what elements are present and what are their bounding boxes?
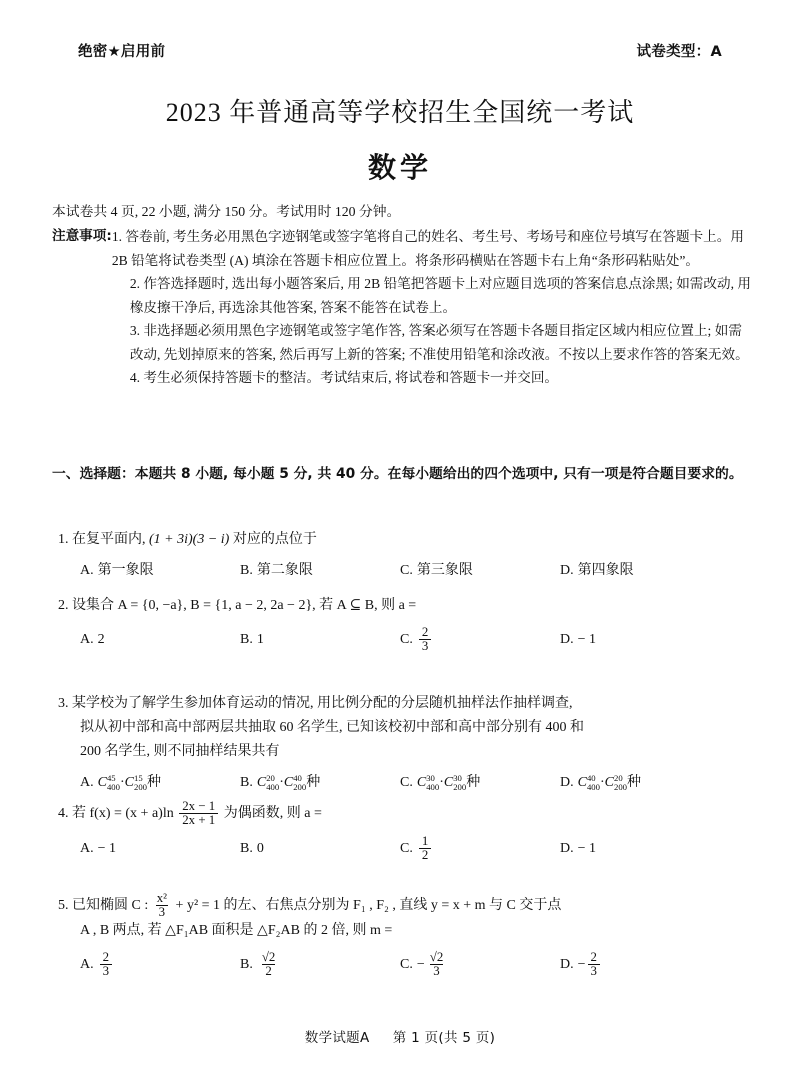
question-1-number: 1. (58, 532, 69, 547)
notice-label: 注意事项: (52, 228, 112, 244)
multiplication-dot: · (599, 775, 605, 790)
page-header (78, 40, 722, 61)
option-c-text: 第三象限 (416, 563, 473, 578)
multiplication-dot: · (439, 775, 444, 790)
question-1-text-prefix: 在复平面内, (72, 532, 146, 547)
option-a[interactable] (80, 626, 240, 653)
option-d-fraction (588, 951, 600, 978)
combination-subscript: 400 (426, 782, 440, 792)
option-a[interactable] (80, 560, 240, 582)
footer-page-label: 第 1 页(共 5 页) (392, 1030, 496, 1046)
combination-term-1: C 40 400 (577, 772, 600, 792)
question-1-expression: (1 + 3i)(3 − i) (149, 532, 230, 547)
option-c[interactable] (400, 951, 560, 978)
question-2-number: 2. (58, 598, 69, 613)
option-d-label: D. (560, 563, 574, 578)
option-a-label: A. (80, 956, 94, 972)
combination-term-2: C 40 200 (283, 772, 307, 792)
fraction-denominator: 3 (100, 964, 112, 978)
question-4-text-suffix: 为偶函数, 则 a = (223, 805, 322, 821)
fraction-numerator: x² (156, 890, 168, 905)
option-a-value: 2 (97, 631, 105, 647)
option-c-label: C. (400, 563, 413, 578)
option-d-value: − 1 (577, 840, 597, 856)
option-b-value: 1 (256, 631, 264, 647)
notice-items (112, 225, 752, 390)
question-3-line-2: 拟从初中部和高中部两层共抽取 60 名学生, 已知该校初中部和高中部分别有 400 和 (80, 720, 584, 735)
question-2-options (58, 626, 752, 653)
secrecy-notice: 绝密★启用前 (78, 44, 166, 60)
option-c-label: C. (400, 631, 413, 647)
option-b-fraction (259, 951, 279, 978)
fraction-denominator: 2 (262, 964, 274, 978)
option-b-value: 0 (256, 840, 264, 856)
fraction-numerator: √2 (429, 949, 444, 964)
notice-section (52, 225, 752, 390)
combination-term-2: C 20 200 (604, 772, 628, 792)
section-one-heading: 一、选择题：本题共 8 小题, 每小题 5 分, 共 40 分。在每小题给出的四个选项中, 只有一项是符合题目要求的。 (52, 466, 743, 482)
option-c-unit: 种 (466, 775, 481, 790)
combination-term-1: C 30 400 (416, 772, 440, 792)
option-b[interactable] (240, 835, 400, 862)
fraction-numerator: 1 (421, 833, 429, 848)
question-3-line-3: 200 名学生, 则不同抽样结果共有 (80, 744, 280, 759)
question-3-options (58, 772, 752, 794)
option-a-text: 第一象限 (97, 563, 154, 578)
combination-subscript: 200 (453, 782, 467, 792)
option-a-unit: 种 (147, 775, 162, 790)
option-b[interactable] (240, 560, 400, 582)
combination-subscript: 400 (106, 782, 120, 792)
paper-type-label: 试卷类型：A (636, 44, 722, 60)
question-2-stem (58, 594, 752, 618)
combination-superscript: 15 (134, 772, 143, 783)
option-a[interactable] (80, 951, 240, 978)
combination-subscript: 400 (266, 782, 280, 792)
fraction-denominator: 3 (588, 964, 600, 978)
paper-info-line: 本试卷共 4 页, 22 小题, 满分 150 分。考试用时 120 分钟。 (52, 204, 401, 219)
combination-subscript: 200 (293, 782, 307, 792)
option-c-fraction (419, 626, 431, 653)
fraction-numerator: 2 (590, 949, 597, 964)
question-4-stem (58, 800, 752, 827)
option-b[interactable] (240, 626, 400, 653)
option-b-label: B. (240, 775, 253, 790)
option-a[interactable] (80, 772, 240, 794)
fraction-numerator: 2 (421, 624, 429, 639)
option-d-label: D. (560, 775, 574, 790)
option-a[interactable] (80, 835, 240, 862)
fraction-denominator: 3 (430, 964, 442, 978)
combination-subscript: 200 (134, 782, 148, 792)
option-b-label: B. (240, 563, 253, 578)
combination-term-1: C 45 400 (97, 772, 120, 792)
notice-item: 1. 答卷前, 考生务必用黑色字迹钢笔或签字笔将自己的姓名、考生号、考场号和座位号填写在答题卡上。用 2B 铅笔将试卷类型 (A) 填涂在答题卡相应位置上。将条形码横贴在答题卡右上角“条形码粘贴处”。 (111, 229, 744, 268)
option-c-label: C. (400, 956, 413, 972)
combination-superscript: 20 (614, 772, 623, 783)
combination-term-2: C 30 200 (443, 772, 467, 792)
question-1-options (58, 560, 752, 582)
question-5-line-2: A , B 两点, 若 △F₁AB 面积是 △F₂AB 的 2 倍, 则 m = (80, 923, 393, 939)
fraction-numerator: √2 (261, 949, 276, 964)
multiplication-dot: · (119, 775, 125, 790)
exam-subject-title: 数学 (367, 151, 432, 184)
option-b-label: B. (240, 956, 253, 972)
notice-item: 2. 作答选择题时, 选出每小题答案后, 用 2B 铅笔把答题卡上对应题目选项的答案信息点涂黑; 如需改动, 用橡皮擦干净后, 再选涂其他答案, 答案不能答在试卷上。 (129, 276, 751, 315)
question-1-text-suffix: 对应的点位于 (232, 532, 317, 547)
fraction-denominator: 2x + 1 (179, 813, 218, 827)
question-3-number: 3. (58, 696, 69, 711)
option-d-label: D. (560, 956, 574, 972)
fraction-denominator: 3 (419, 639, 431, 653)
option-c[interactable] (400, 772, 560, 794)
option-a-fraction (100, 951, 112, 978)
option-c-label: C. (400, 840, 413, 856)
combination-term-2: C 15 200 (124, 772, 148, 792)
fraction-denominator: 2 (419, 848, 431, 862)
notice-item: 4. 考生必须保持答题卡的整洁。考试结束后, 将试卷和答题卡一并交回。 (129, 370, 559, 385)
option-a-label: A. (80, 563, 94, 578)
option-d-text: 第四象限 (577, 563, 634, 578)
option-c[interactable] (400, 835, 560, 862)
option-d[interactable] (560, 626, 720, 653)
fraction-numerator: 2x − 1 (182, 798, 216, 813)
question-2 (58, 594, 752, 653)
combination-superscript: 30 (453, 772, 462, 783)
option-d-sign: − (577, 956, 586, 972)
question-4-options (58, 835, 752, 862)
option-a-label: A. (80, 631, 94, 647)
combination-superscript: 20 (266, 772, 275, 783)
option-c[interactable] (400, 626, 560, 653)
question-1-stem (58, 528, 752, 552)
option-a-value: − 1 (97, 840, 117, 856)
exam-main-title: 2023 年普通高等学校招生全国统一考试 (165, 98, 635, 127)
option-d-value: − 1 (577, 631, 597, 647)
footer-subject-label: 数学试题A (304, 1030, 370, 1046)
option-c[interactable] (400, 560, 560, 582)
option-b-label: B. (240, 840, 253, 856)
question-3-stem (58, 692, 752, 764)
option-d[interactable] (560, 835, 720, 862)
question-5-number: 5. (58, 897, 69, 913)
question-5-stem (58, 892, 752, 943)
option-a-label: A. (80, 840, 94, 856)
option-b-unit: 种 (306, 775, 321, 790)
question-4-fraction (179, 800, 218, 827)
option-d[interactable] (560, 772, 720, 794)
multiplication-dot: · (279, 775, 284, 790)
question-2-text: 设集合 A = {0, −a}, B = {1, a − 2, 2a − 2}, 若 A ⊆ B, 则 a = (72, 598, 417, 613)
option-a-label: A. (80, 775, 94, 790)
combination-subscript: 200 (614, 782, 628, 792)
combination-superscript: 30 (426, 772, 435, 783)
notice-item: 3. 非选择题必须用黑色字迹钢笔或签字笔作答, 答案必须写在答题卡各题目指定区域内相应位置上; 如需改动, 先划掉原来的答案, 然后再写上新的答案; 不准使用铅笔和涂改液。不按以上要求作答的答案无效。 (129, 323, 749, 362)
instructions-block (52, 200, 752, 390)
combination-superscript: 40 (586, 772, 596, 783)
question-4-number: 4. (58, 805, 69, 821)
question-5-options (58, 951, 752, 978)
option-c-fraction (427, 951, 447, 978)
option-d[interactable] (560, 560, 720, 582)
option-d-label: D. (560, 840, 574, 856)
option-b-label: B. (240, 631, 253, 647)
option-c-fraction (419, 835, 431, 862)
question-3-line-1: 某学校为了解学生参加体育运动的情况, 用比例分配的分层随机抽样法作抽样调查, (72, 696, 573, 711)
fraction-denominator: 3 (156, 905, 168, 919)
option-d-unit: 种 (627, 775, 642, 790)
option-c-sign: − (416, 956, 425, 972)
combination-subscript: 400 (586, 782, 600, 792)
page-footer (0, 1026, 800, 1046)
option-d[interactable] (560, 951, 720, 978)
question-4-text-prefix: 若 f(x) = (x + a)ln (72, 805, 174, 821)
option-c-label: C. (400, 775, 413, 790)
question-4 (58, 800, 752, 863)
option-b-text: 第二象限 (256, 563, 313, 578)
combination-term-1: C 20 400 (256, 772, 280, 792)
question-5-fraction (154, 892, 170, 919)
question-5-text-prefix: 已知椭圆 C : (72, 897, 149, 913)
combination-superscript: 45 (106, 772, 116, 783)
question-5 (58, 892, 752, 979)
question-5-text-middle: + y² = 1 的左、右焦点分别为 F₁ , F₂ , 直线 y = x + m 与 C 交于点 (175, 897, 562, 913)
option-b[interactable] (240, 951, 400, 978)
fraction-numerator: 2 (102, 949, 110, 964)
option-b[interactable] (240, 772, 400, 794)
combination-superscript: 40 (293, 772, 302, 783)
question-1 (58, 528, 752, 582)
question-3 (58, 692, 752, 794)
option-d-label: D. (560, 631, 574, 647)
